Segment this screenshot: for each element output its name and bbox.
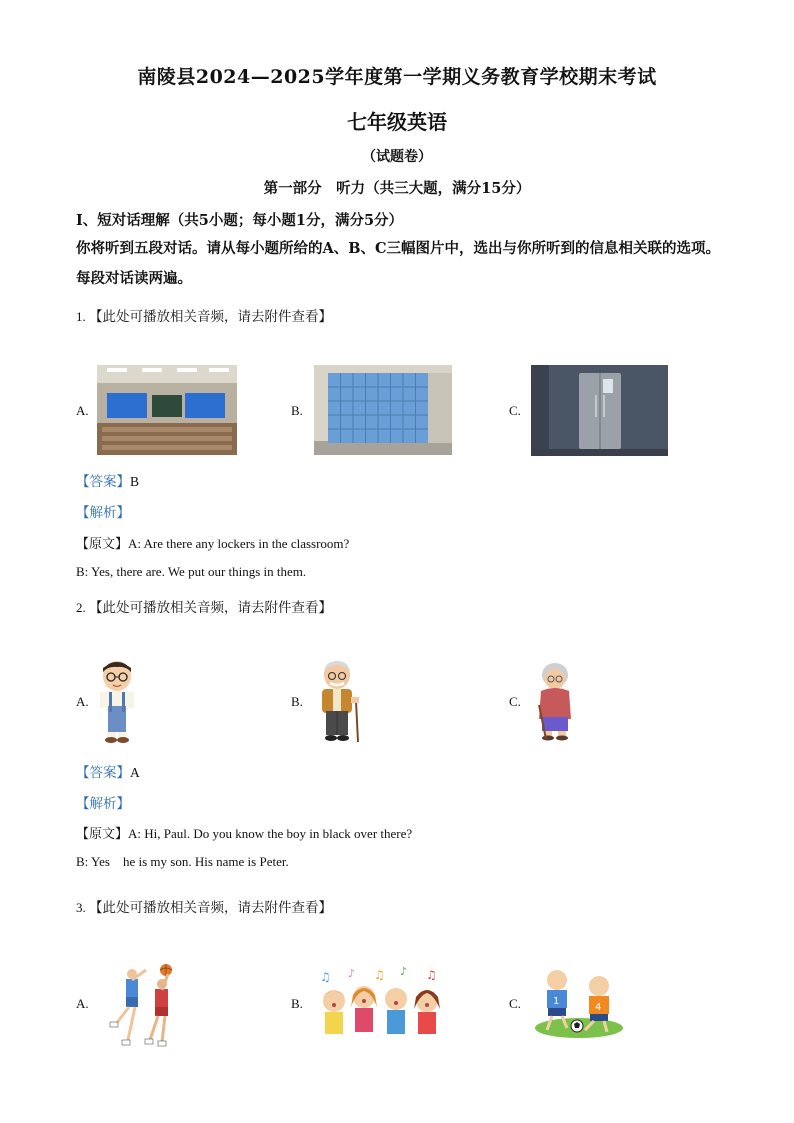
- option-label: A.: [76, 403, 89, 418]
- answer-line: [76, 761, 140, 781]
- singing-kids-picture[interactable]: [314, 967, 448, 1043]
- answer-value: A: [130, 765, 140, 780]
- option-label: A.: [76, 694, 89, 709]
- part-heading: 第一部分 听力（共三大题，满分15分）: [263, 180, 531, 197]
- answer-line: [76, 470, 139, 490]
- dialog-line-b-start: B: Yes: [76, 854, 110, 869]
- analysis-line: [76, 792, 130, 812]
- analysis-tag: 【解析】: [76, 796, 130, 812]
- question-number: 2.: [76, 600, 86, 615]
- question-number: 1.: [76, 309, 86, 324]
- refrigerator-picture[interactable]: [531, 365, 668, 456]
- lockers-picture[interactable]: [314, 365, 452, 455]
- section-instruction: 你将听到五段对话。请从每小题所给的A、B、C三幅图片中，选出与你所听到的信息相关联的选项。每段对话读两遍。: [76, 240, 721, 287]
- boy-picture[interactable]: [96, 658, 138, 744]
- analysis-line: [76, 501, 130, 521]
- exam-subtitle: 七年级英语: [347, 110, 447, 134]
- svg-text:♪: ♪: [400, 967, 408, 978]
- transcript-line: [76, 823, 412, 842]
- dialog-line-b-end: he is my son. His name is Peter.: [122, 854, 289, 869]
- basketball-picture[interactable]: [102, 962, 188, 1048]
- svg-text:1: 1: [553, 996, 560, 1007]
- svg-text:♫: ♫: [374, 968, 385, 982]
- soccer-kids-picture[interactable]: [533, 966, 624, 1039]
- option-label: B.: [291, 403, 303, 418]
- svg-text:♫: ♫: [426, 968, 437, 982]
- svg-text:4: 4: [595, 1002, 602, 1013]
- option-label: B.: [291, 996, 303, 1011]
- option-label: C.: [509, 996, 521, 1011]
- question-number: 3.: [76, 900, 86, 915]
- svg-text:♫: ♫: [320, 970, 331, 984]
- dialog-line-a: A: Hi, Paul. Do you know the boy in black over there?: [128, 826, 413, 841]
- audio-prompt[interactable]: 【此处可播放相关音频，请去附件查看】: [89, 309, 332, 325]
- question-3-prompt[interactable]: [76, 896, 332, 916]
- option-label: C.: [509, 694, 521, 709]
- transcript-line: [76, 533, 349, 552]
- answer-tag: 【答案】: [76, 474, 130, 490]
- audio-prompt[interactable]: 【此处可播放相关音频，请去附件查看】: [89, 600, 332, 616]
- dialog-line-b: [76, 854, 289, 870]
- option-label: B.: [291, 694, 303, 709]
- section-heading: I、短对话理解（共5小题；每小题1分，满分5分）: [76, 212, 404, 229]
- exam-title: 南陵县2024—2025学年度第一学期义务教育学校期末考试: [137, 66, 657, 88]
- transcript-tag: 【原文】: [76, 537, 129, 552]
- option-label: A.: [76, 996, 89, 1011]
- question-1-prompt[interactable]: [76, 305, 332, 325]
- dialog-line-b: B: Yes, there are. We put our things in them.: [76, 564, 307, 579]
- old-woman-picture[interactable]: [530, 661, 578, 741]
- option-label: C.: [509, 403, 521, 418]
- dialog-line-a: A: Are there any lockers in the classroom?: [128, 536, 350, 551]
- answer-value: B: [130, 474, 140, 489]
- paper-tag: （试题卷）: [362, 149, 432, 165]
- old-man-picture[interactable]: [314, 659, 364, 744]
- svg-text:♪: ♪: [348, 967, 356, 980]
- answer-tag: 【答案】: [76, 765, 130, 781]
- question-2-prompt[interactable]: [76, 596, 332, 616]
- audio-prompt[interactable]: 【此处可播放相关音频，请去附件查看】: [89, 900, 332, 916]
- classroom-picture[interactable]: [97, 365, 237, 455]
- analysis-tag: 【解析】: [76, 505, 130, 521]
- transcript-tag: 【原文】: [76, 827, 129, 842]
